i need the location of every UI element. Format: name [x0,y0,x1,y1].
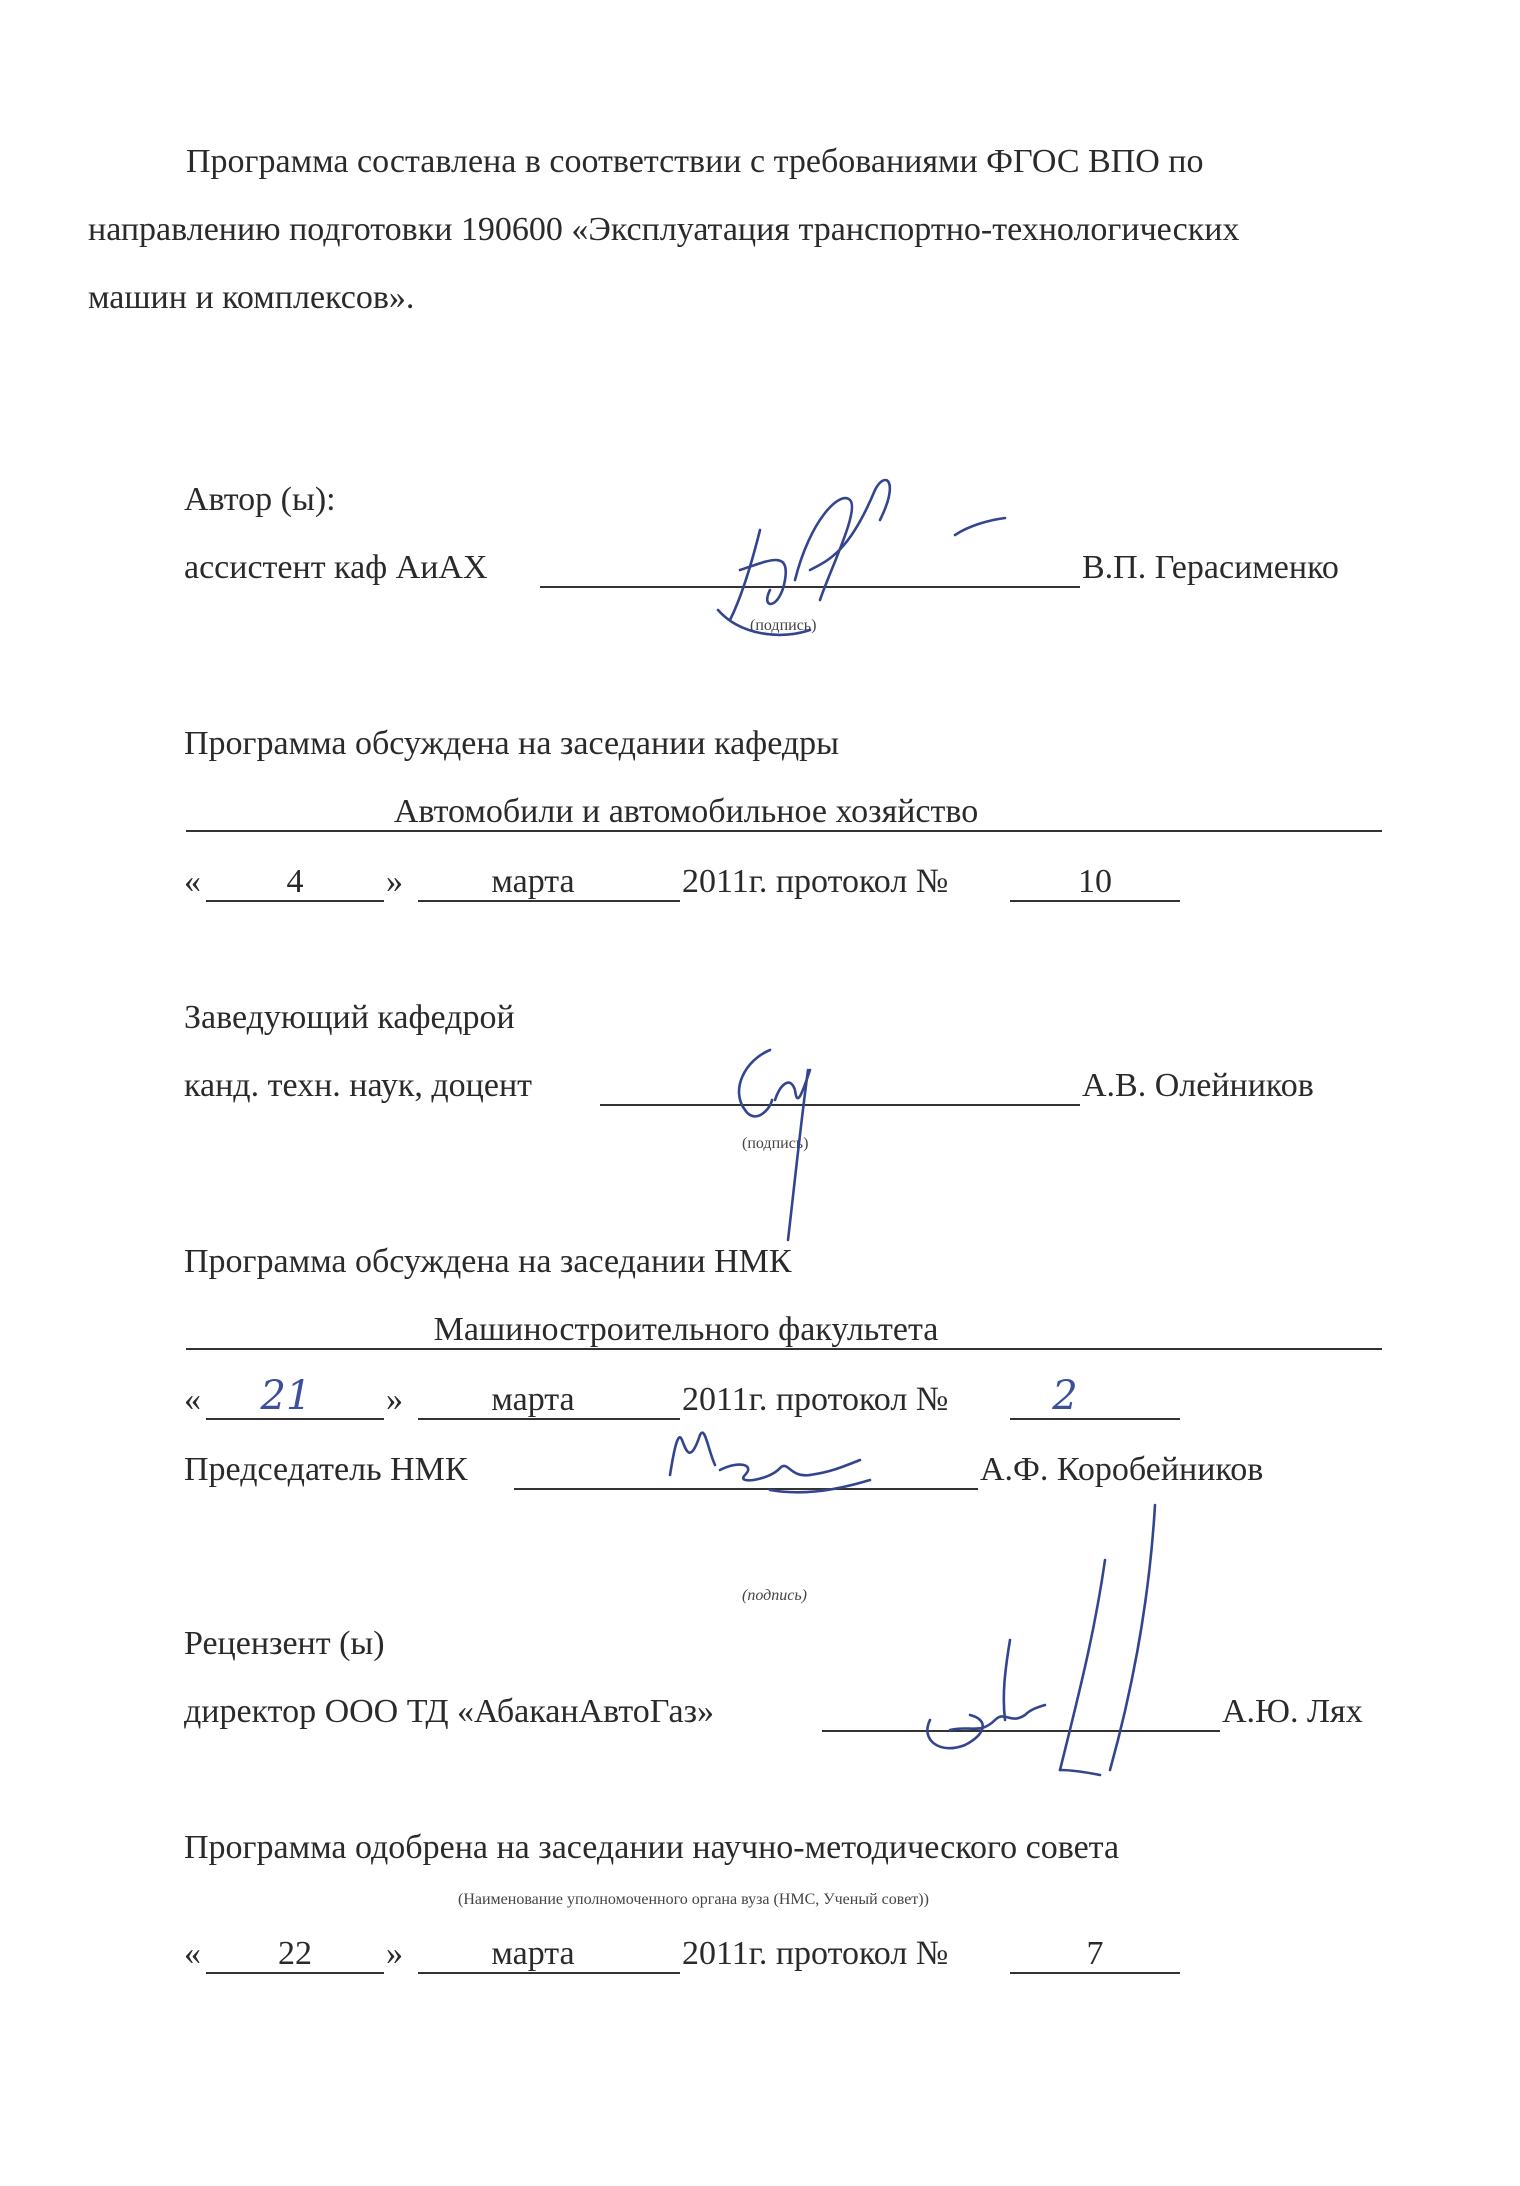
intro-line-1: Программа составлена в соответствии с требованиями ФГОС ВПО по [186,143,1204,180]
council-quote-close: » [386,1935,403,1972]
author-position: ассистент каф АиАХ [184,549,488,586]
nmk-quote-open: « [184,1381,201,1418]
council-year-protocol: 2011г. протокол № [682,1935,949,1972]
nmk-chair-label: Председатель НМК [184,1451,468,1488]
nmk-protocol-line [1010,1418,1180,1420]
reviewer-signature [910,1480,1220,1800]
council-protocol: 7 [1086,1935,1104,1972]
nmk-quote-close: » [386,1381,403,1418]
nmk-month: марта [491,1381,575,1418]
head-signature [700,1030,880,1250]
nmk-name: Машиностроительного факультета [433,1311,939,1348]
nmk-chair-signature [660,1420,940,1530]
author-name: В.П. Герасименко [1082,549,1339,586]
nmk-day: 21 [260,1373,312,1419]
reviewer-position: директор ООО ТД «АбаканАвтоГаз» [184,1693,715,1730]
reviewer-name: А.Ю. Лях [1222,1693,1363,1730]
council-heading: Программа одобрена на заседании научно-методического совета [184,1829,1120,1866]
reviewer-heading: Рецензент (ы) [184,1625,385,1662]
department-quote-close: » [386,863,403,900]
department-name: Автомобили и автомобильное хозяйство [393,793,979,830]
nmk-chair-name: А.Ф. Коробейников [980,1451,1264,1488]
intro-line-3: машин и комплексов». [88,279,415,316]
nmk-signature-caption: (подпись) [742,1587,807,1604]
department-quote-open: « [184,863,201,900]
council-day: 22 [278,1935,312,1972]
head-name: А.В. Олейников [1082,1067,1314,1104]
nmk-protocol: 2 [1052,1373,1078,1419]
intro-line-2: направлению подготовки 190600 «Эксплуатация транспортно-технологических [88,211,1240,248]
council-caption: (Наименование уполномоченного органа вуза (НМС, Ученый совет)) [458,1891,929,1908]
author-signature-caption: (подпись) [750,617,817,634]
head-signature-caption: (подпись) [742,1135,809,1152]
head-heading: Заведующий кафедрой [184,999,515,1036]
department-month: марта [491,863,575,900]
council-month: марта [491,1935,575,1972]
department-year-protocol: 2011г. протокол № [682,863,949,900]
department-day: 4 [286,863,304,900]
nmk-heading: Программа обсуждена на заседании НМК [184,1243,792,1280]
department-protocol: 10 [1078,863,1112,900]
council-quote-open: « [184,1935,201,1972]
nmk-year-protocol: 2011г. протокол № [682,1381,949,1418]
department-heading: Программа обсуждена на заседании кафедры [184,725,839,762]
author-heading: Автор (ы): [184,481,336,518]
author-signature [700,460,1020,660]
head-position: канд. техн. наук, доцент [184,1067,533,1104]
